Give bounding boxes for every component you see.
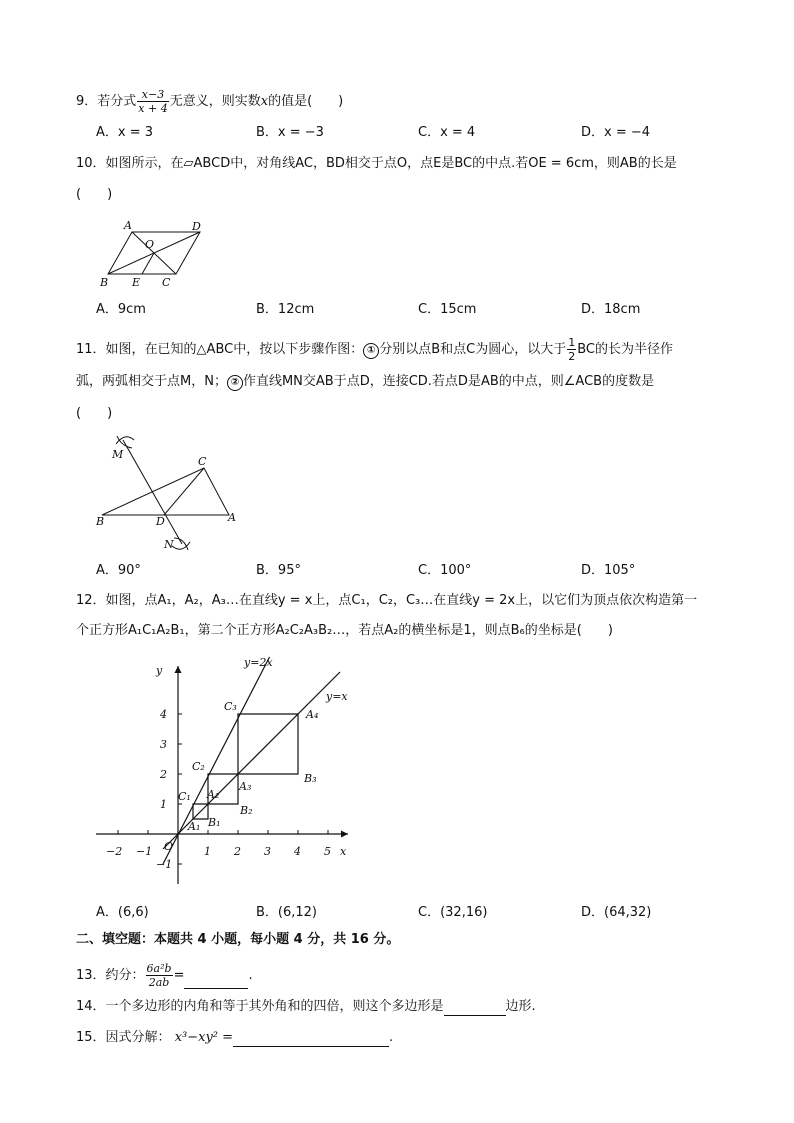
q13-answer-blank[interactable] [184,974,248,989]
q13-equals: = [173,968,185,983]
q10-option-d[interactable]: D．18cm [581,302,641,317]
q12-option-c[interactable]: C．(32,16) [418,905,488,920]
label-o: O [145,238,155,251]
q10-paren: ( ) [76,187,113,202]
q9-options [96,124,736,142]
label-a: A [124,219,132,232]
q10-parallelogram-figure [90,216,210,290]
q14-answer-blank[interactable] [444,1001,506,1016]
q11-line2-post: 作直线MN交AB于点D，连接CD.若点D是AB的中点，则∠ACB的度数是 [242,374,655,389]
q15-text: 15．因式分解： [76,1030,171,1045]
x-tick-2: 2 [234,845,241,858]
q9-text-post: 的值是( ) [268,94,344,109]
q10-option-a[interactable]: A．9cm [96,302,146,317]
q12-coordinate-figure [90,652,360,892]
y-tick-1: 1 [160,798,167,811]
point-c1: C₁ [178,790,191,803]
q11-frac-num: 1 [568,336,576,349]
q14-stem [76,998,536,1016]
label-c: C [198,455,207,468]
q15-answer-blank[interactable] [233,1032,389,1047]
q12-option-b[interactable]: B．(6,12) [256,905,318,920]
point-c2: C₂ [192,760,205,773]
q11-text-mid: 分别以点B和点C为圆心，以大于 [379,342,567,357]
triangle-abc [102,468,229,515]
point-b3: B₃ [304,772,317,785]
y-tick-3: 3 [160,738,167,751]
q12-stem: 12．如图，点A₁，A₂，A₃…在直线y = x上，点C₁，C₂，C₃…在直线y = 2x上，以它们为顶点依次构造第一 [76,593,698,608]
q13-fraction [146,962,173,989]
label-b: B [96,515,105,528]
q15-end: . [389,1030,394,1045]
q10-option-c[interactable]: C．15cm [418,302,477,317]
point-a1: A₁ [188,820,201,833]
label-d: D [156,515,165,528]
label-m: M [112,448,124,461]
q11-stem-line2 [76,373,654,391]
q9-stem [76,88,343,115]
step-1-marker: ① [363,343,379,359]
q11-options [96,562,736,580]
point-a4: A₄ [306,708,319,721]
point-b2: B₂ [240,804,253,817]
q12-option-d[interactable]: D．(64,32) [581,905,652,920]
q9-frac-den: x + 4 [138,102,168,115]
q13-end: . [248,968,253,983]
q11-option-a[interactable]: A．90° [96,563,141,578]
y-tick-4: 4 [160,708,167,721]
q11-number: 11． [76,342,106,357]
point-a3: A₃ [239,780,252,793]
x-tick-neg2: −2 [106,845,123,858]
y-tick-neg1: −1 [156,858,173,871]
q11-stem [76,336,673,363]
q13-stem [76,962,253,989]
segment-cd [164,468,204,515]
q9-number: 9． [76,94,98,109]
step-2-marker: ② [227,375,243,391]
q9-option-d[interactable]: D．x = −4 [581,125,651,140]
q9-text: 若分式 [97,94,137,109]
q11-text: 如图，在已知的△ABC中，按以下步骤作图： [105,342,364,357]
label-a: A [228,511,236,524]
label-c: C [162,276,171,289]
q11-text-post: BC的长为半径作 [577,342,673,357]
q11-option-b[interactable]: B．95° [256,563,301,578]
perpendicular-bisector-mn [123,440,182,544]
q11-option-d[interactable]: D．105° [581,563,636,578]
x-tick-5: 5 [324,845,331,858]
q11-triangle-figure [92,430,252,554]
q11-line2-pre: 弧，两弧相交于点M，N； [76,374,227,389]
q12-stem-line2: 个正方形A₁C₁A₂B₁，第二个正方形A₂C₂A₃B₂…，若点A₂的横坐标是1，则点B₆的坐标是( ) [76,623,613,638]
origin-label: O [164,840,174,853]
point-c3: C₃ [224,700,237,713]
label-y-2x: y=2x [244,656,273,669]
label-y-x: y=x [326,690,348,703]
q9-option-c[interactable]: C．x = 4 [418,125,476,140]
q13-frac-den: 2ab [148,976,170,989]
q12-options [96,904,736,922]
q9-option-b[interactable]: B．x = −3 [256,125,324,140]
label-e: E [132,276,141,289]
x-tick-neg1: −1 [136,845,153,858]
q11-fraction [567,336,576,363]
q13-label: 13．约分： [76,968,145,983]
q10-option-b[interactable]: B．12cm [256,302,315,317]
q12-option-a[interactable]: A．(6,6) [96,905,149,920]
q9-var: x [260,94,269,109]
point-b1: B₁ [208,816,221,829]
q9-frac-num: x−3 [137,88,168,102]
q14-text: 14．一个多边形的内角和等于其外角和的四倍，则这个多边形是 [76,999,444,1014]
q13-frac-num: 6a²b [146,962,172,975]
label-d: D [192,220,201,233]
label-b: B [100,276,109,289]
q9-option-a[interactable]: A．x = 3 [96,125,154,140]
section-2-title: 二、填空题：本题共 4 小题，每小题 4 分，共 16 分。 [76,932,400,947]
q9-text-mid: 无意义，则实数 [169,94,261,109]
axis-label-x: x [340,845,347,858]
x-tick-1: 1 [204,845,211,858]
x-tick-3: 3 [264,845,271,858]
q10-options [96,301,736,319]
point-a2: A₂ [207,788,220,801]
label-n: N [164,538,174,551]
axis-label-y: y [156,664,163,677]
x-tick-4: 4 [294,845,301,858]
q11-frac-den: 2 [568,350,576,363]
q9-fraction [137,88,168,115]
q11-paren: ( ) [76,406,113,421]
q11-option-c[interactable]: C．100° [418,563,472,578]
q15-expression: x³−xy² = [174,1030,234,1045]
q14-text-post: 边形. [505,999,536,1014]
q10-stem: 10．如图所示，在▱ABCD中，对角线AC，BD相交于点O，点E是BC的中点.若OE = 6cm，则AB的长是 [76,156,677,171]
y-tick-2: 2 [160,768,167,781]
q15-stem [76,1029,393,1047]
